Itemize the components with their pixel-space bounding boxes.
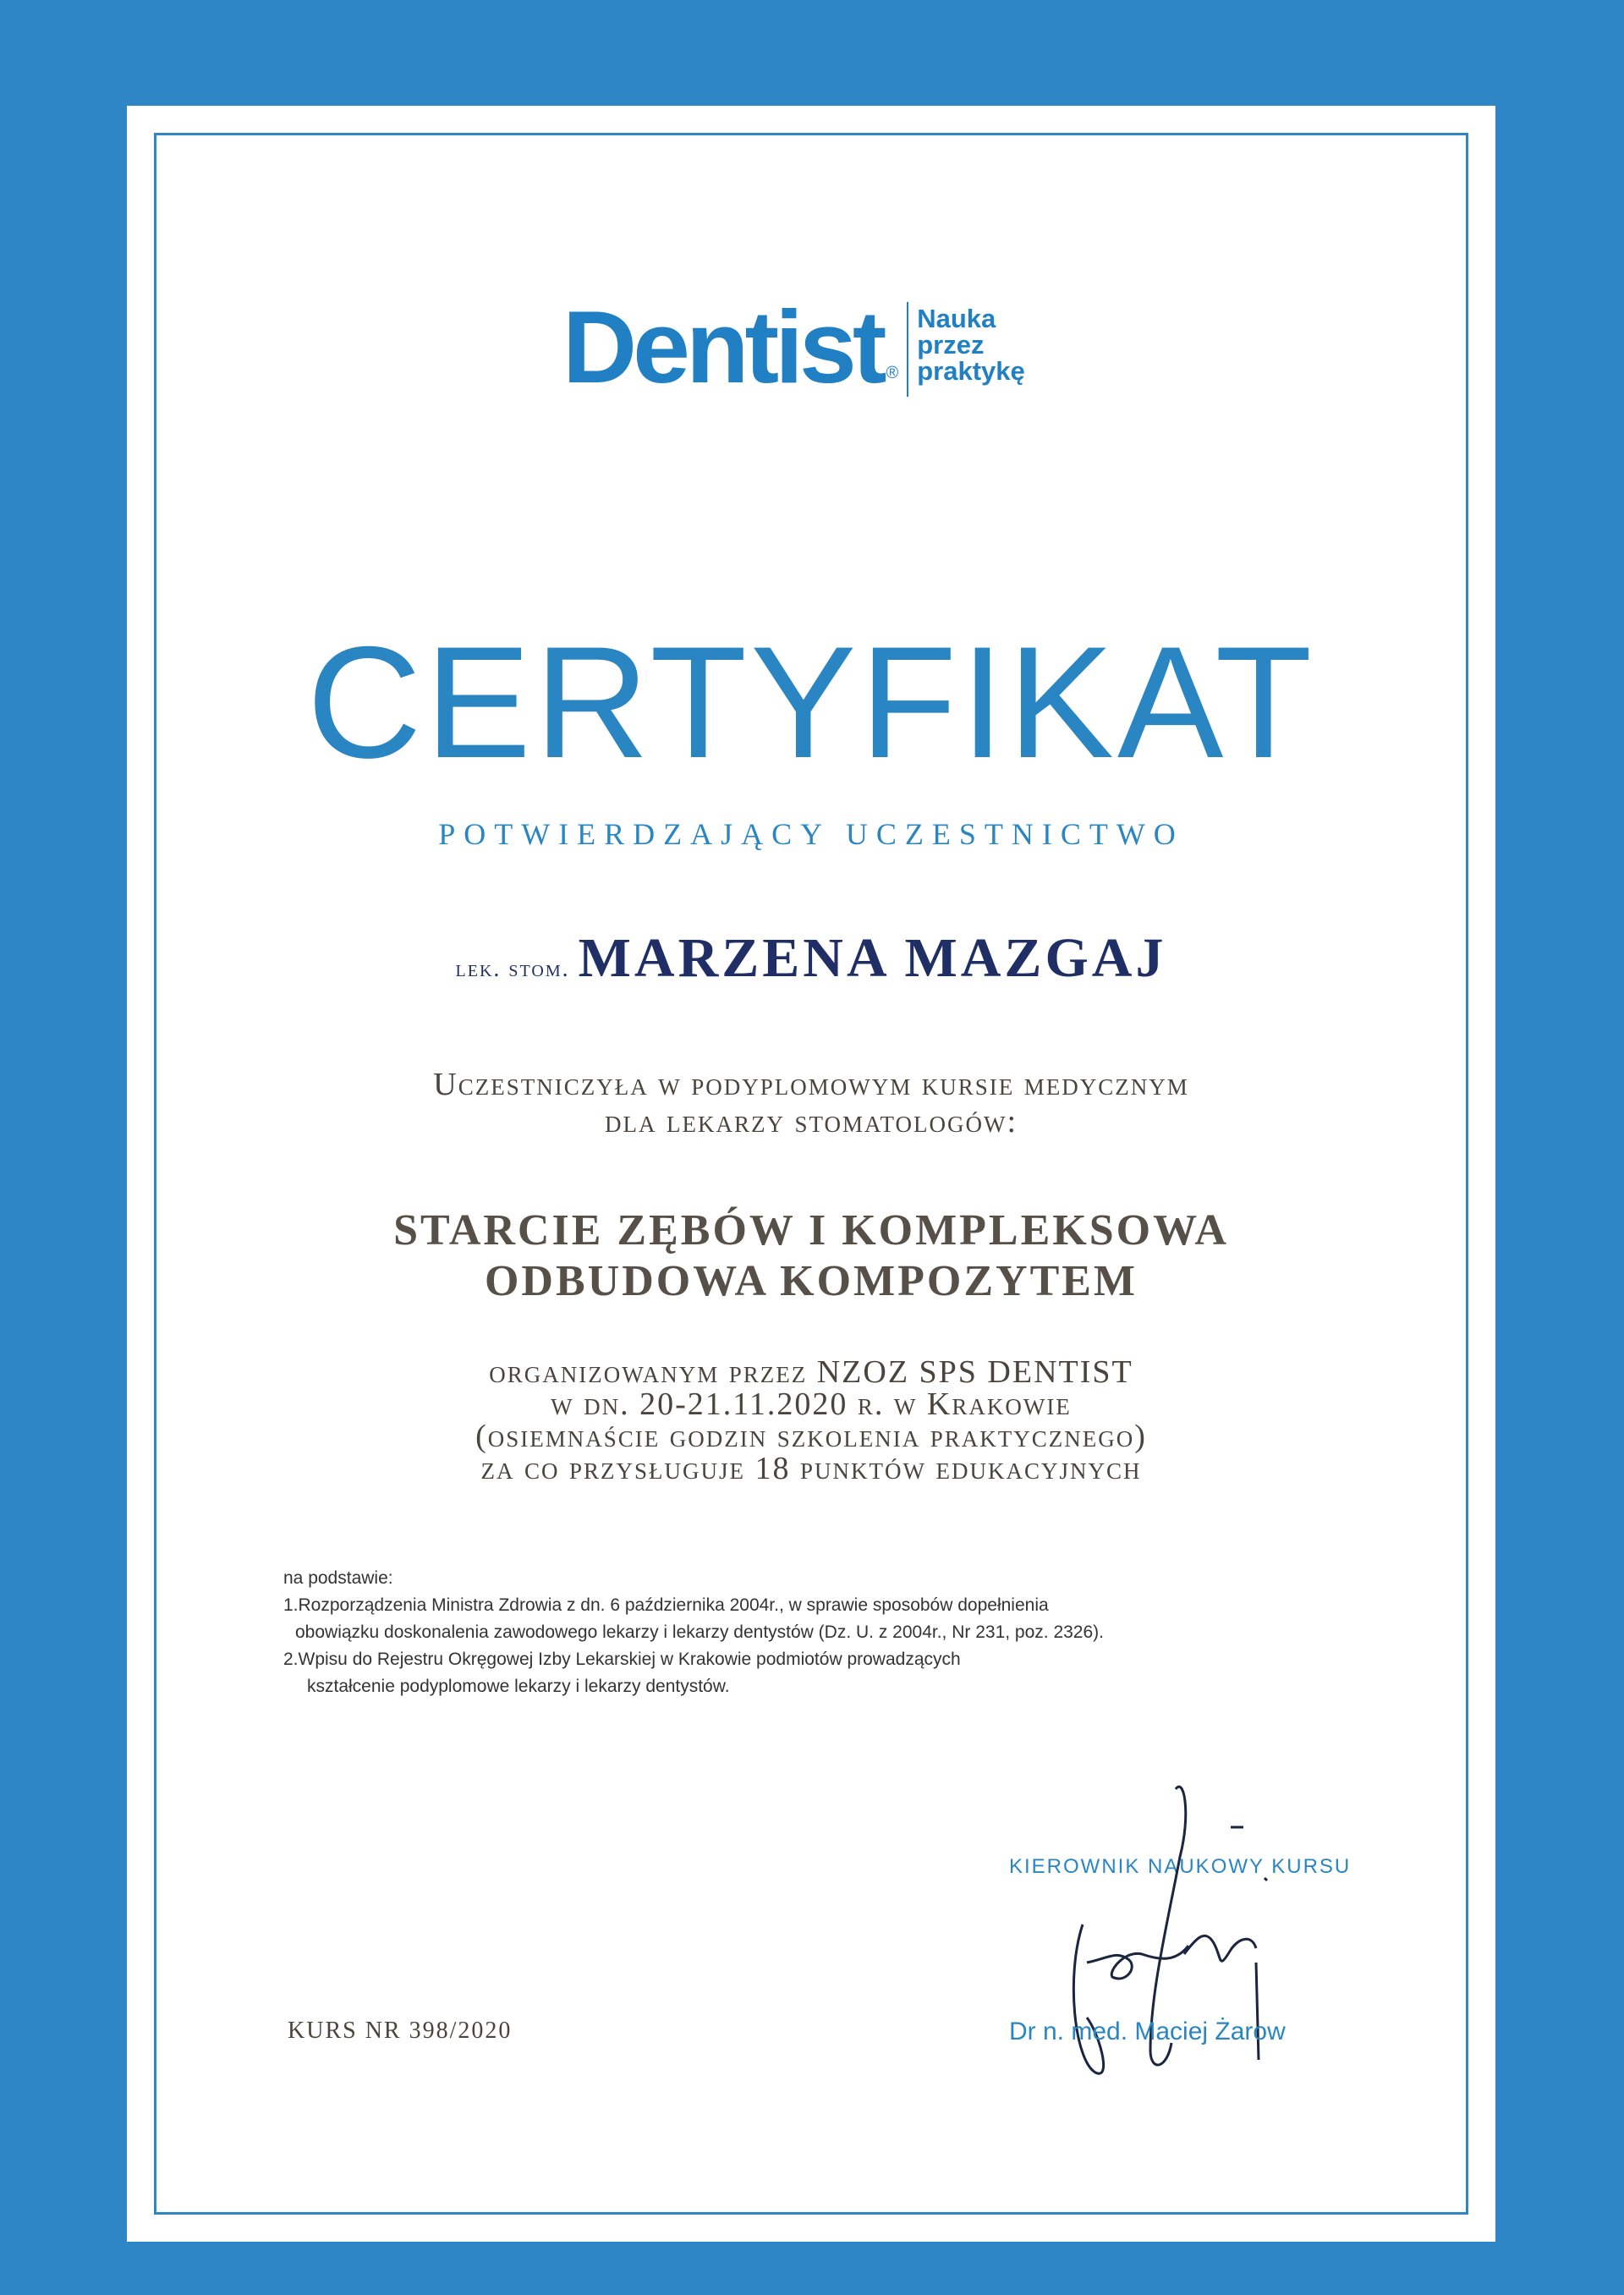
details-line: (osiemnaście godzin szkolenia praktycznego) (475, 1419, 1147, 1454)
logo-divider (907, 302, 908, 397)
legal-item: 2.Wpisu do Rejestru Okręgowej Izby Lekarskiej w Krakowie podmiotów prowadzących (283, 1650, 961, 1669)
registered-mark: ® (886, 364, 899, 382)
legal-item-continuation: obowiązku doskonalenia zawodowego lekarzy i lekarzy dentystów (Dz. U. z 2004r., Nr 231, poz. 2326). (295, 1622, 1104, 1642)
tagline-line: praktykę (917, 356, 1025, 386)
course-number: KURS NR 398/2020 (288, 2018, 513, 2044)
details-line: za co przysługuje 18 punktów edukacyjnych (480, 1451, 1142, 1486)
course-title (127, 1205, 1495, 1307)
participation-line: Uczestniczyła w podyplomowym kursie medycznym (433, 1067, 1189, 1102)
recipient (127, 926, 1495, 991)
signatory-name: Dr n. med. Maciej Żarow (1009, 2018, 1286, 2045)
course-title-line: STARCIE ZĘBÓW I KOMPLEKSOWA (393, 1206, 1229, 1255)
recipient-name: MARZENA MAZGAJ (578, 927, 1167, 989)
participation-text (127, 1066, 1495, 1140)
certificate-sheet (127, 106, 1495, 2242)
dentist-logo (562, 289, 1025, 404)
tagline-line: Nauka (917, 304, 996, 333)
participation-line: dla lekarzy stomatologów: (604, 1104, 1018, 1139)
legal-item-continuation: kształcenie podyplomowe lekarzy i lekarzy dentystów. (307, 1677, 730, 1696)
details-line: organizowanym przez NZOZ SPS DENTIST (489, 1354, 1133, 1390)
certificate-subtitle: POTWIERDZAJĄCY UCZESTNICTWO (438, 817, 1184, 851)
legal-item: 1.Rozporządzenia Ministra Zdrowia z dn. 6 października 2004r., w sprawie sposobów dopełnienia (283, 1595, 1049, 1615)
certificate-title: CERTYFIKAT (306, 613, 1316, 791)
logo-wordmark: Dentist (562, 289, 883, 404)
legal-intro: na podstawie: (283, 1568, 393, 1588)
recipient-prefix: lek. stom. (455, 956, 570, 982)
course-details (127, 1356, 1495, 1485)
signatory-role: KIEROWNIK NAUKOWY KURSU (1009, 1855, 1352, 1878)
details-line: w dn. 20-21.11.2020 r. w Krakowie (551, 1386, 1072, 1422)
logo-tagline (917, 305, 1025, 384)
course-title-line: ODBUDOWA KOMPOZYTEM (484, 1257, 1138, 1305)
legal-basis (283, 1565, 1214, 1700)
tagline-line: przez (917, 330, 985, 360)
